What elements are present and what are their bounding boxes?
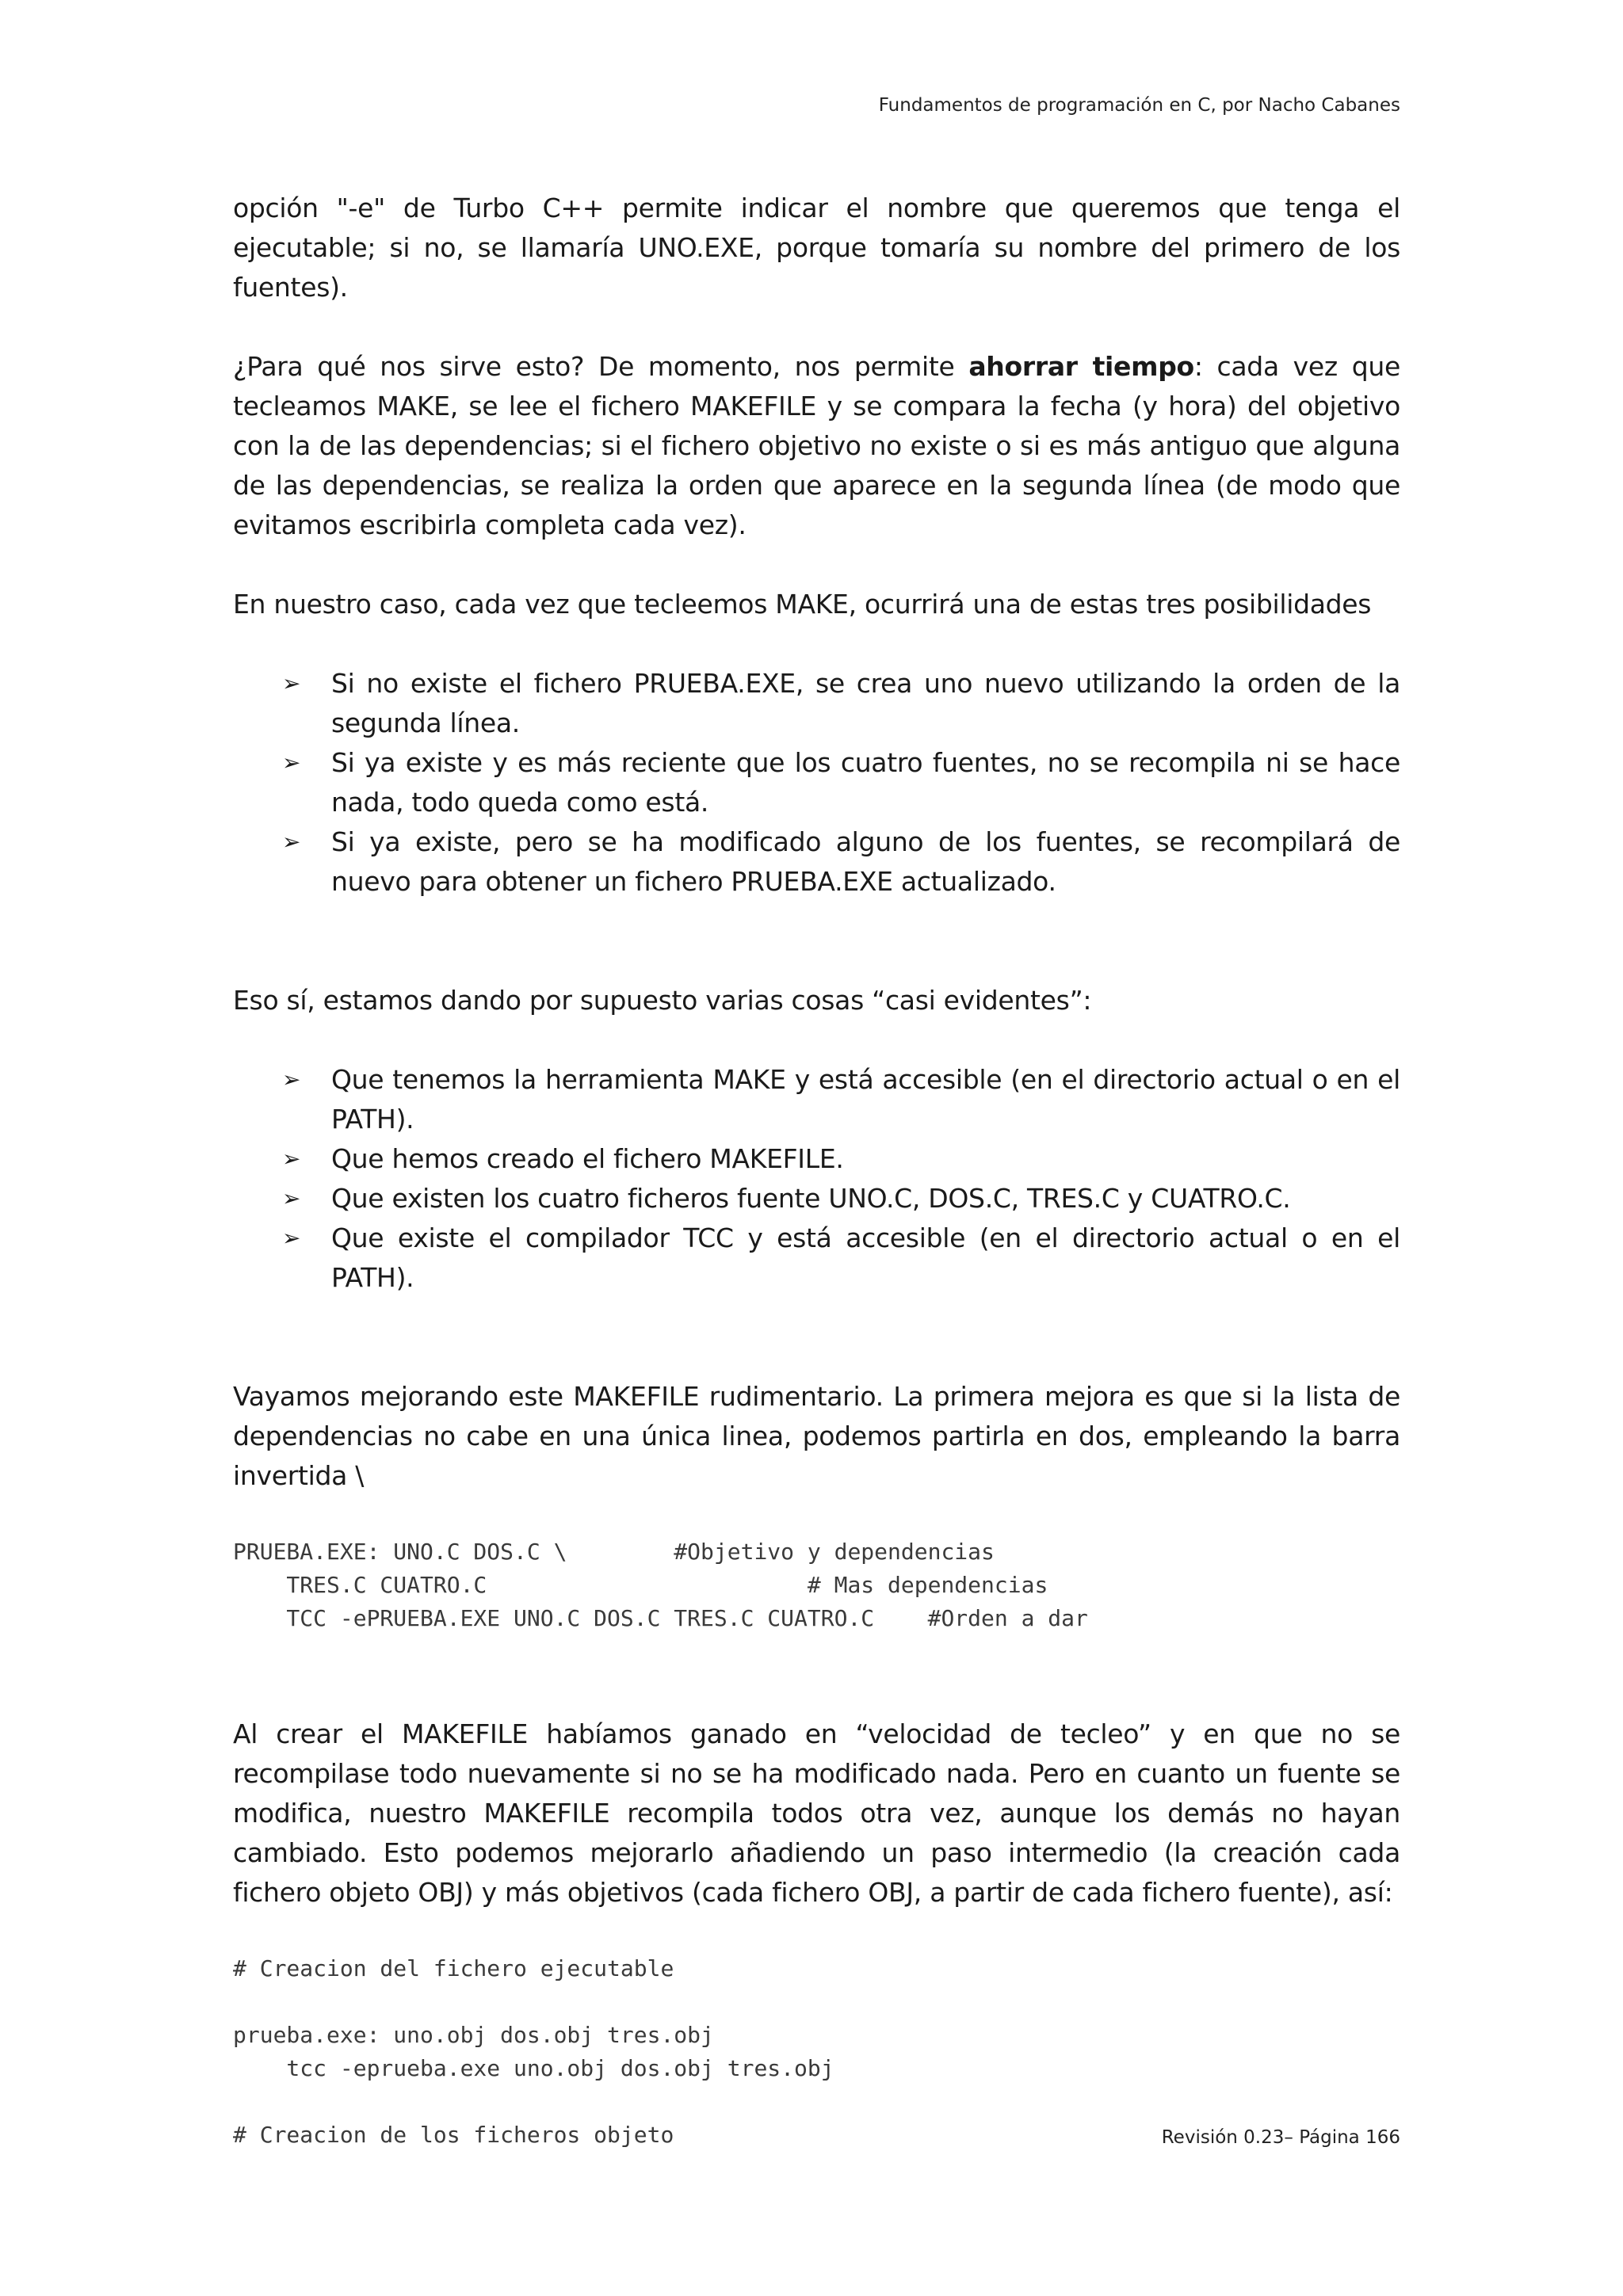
paragraph-2-bold: ahorrar tiempo	[968, 351, 1194, 382]
list-item-text: Que tenemos la herramienta MAKE y está accesible (en el directorio actual o en el PATH).	[331, 1064, 1400, 1135]
arrow-bullet-icon: ➢	[282, 1225, 301, 1251]
page-header: Fundamentos de programación en C, por Nacho Cabanes	[878, 95, 1400, 116]
code-block-2: # Creacion del fichero ejecutable prueba.exe: uno.obj dos.obj tres.obj tcc -eprueba.exe uno.obj dos.obj tres.obj # Creacion de los ficheros objeto	[233, 1955, 834, 2148]
code-block-1: PRUEBA.EXE: UNO.C DOS.C \ #Objetivo y dependencias TRES.C CUATRO.C # Mas dependencias TCC -ePRUEBA.EXE UNO.C DOS.C TRES.C CUATRO.C #Orden a dar	[233, 1539, 1088, 1631]
list-item-text: Si no existe el fichero PRUEBA.EXE, se crea uno nuevo utilizando la orden de la segunda línea.	[331, 668, 1400, 738]
list-item-text: Si ya existe y es más reciente que los cuatro fuentes, no se recompila ni se hace nada, todo queda como está.	[331, 747, 1400, 818]
arrow-bullet-icon: ➢	[282, 1066, 301, 1093]
list-item-text: Que hemos creado el fichero MAKEFILE.	[331, 1143, 844, 1174]
possibilities-list	[233, 664, 1400, 902]
list-item-text: Si ya existe, pero se ha modificado alguno de los fuentes, se recompilará de nuevo para obtener un fichero PRUEBA.EXE actualizado.	[331, 826, 1400, 897]
paragraph-4: Eso sí, estamos dando por supuesto varias cosas “casi evidentes”:	[233, 985, 1092, 1016]
list-item	[233, 1139, 1400, 1179]
list-item	[233, 1060, 1400, 1139]
arrow-bullet-icon: ➢	[282, 829, 301, 855]
paragraph-2-start: ¿Para qué nos sirve esto? De momento, nos permite	[233, 351, 969, 382]
arrow-bullet-icon: ➢	[282, 1146, 301, 1172]
list-item	[233, 1179, 1400, 1219]
list-item	[233, 822, 1400, 902]
list-item	[233, 1219, 1400, 1298]
paragraph-1: opción "-e" de Turbo C++ permite indicar el nombre que queremos que tenga el ejecutable; si no, se llamaría UNO.EXE, porque tomaría su nombre del primero de los fuentes).	[233, 193, 1400, 303]
paragraph-2	[233, 347, 1400, 545]
assumptions-list	[233, 1060, 1400, 1298]
list-item-text: Que existe el compilador TCC y está accesible (en el directorio actual o en el PATH).	[331, 1222, 1400, 1293]
list-item	[233, 664, 1400, 743]
paragraph-6: Al crear el MAKEFILE habíamos ganado en “velocidad de tecleo” y en que no se recompilase todo nuevamente si no se ha modificado nada. Pero en cuanto un fuente se modifica, nuestro MAKEFILE recompila todos otra vez, aunque los demás no hayan cambiado. Esto podemos mejorarlo añadiendo un paso intermedio (la creación cada fichero objeto OBJ) y más objetivos (cada fichero OBJ, a partir de cada fichero fuente), así:	[233, 1718, 1400, 1908]
list-item	[233, 743, 1400, 822]
list-item-text: Que existen los cuatro ficheros fuente UNO.C, DOS.C, TRES.C y CUATRO.C.	[331, 1183, 1291, 1214]
page-footer: Revisión 0.23– Página 166	[1161, 2127, 1400, 2148]
arrow-bullet-icon: ➢	[282, 1185, 301, 1211]
arrow-bullet-icon: ➢	[282, 749, 301, 776]
paragraph-3: En nuestro caso, cada vez que tecleemos MAKE, ocurrirá una de estas tres posibilidades	[233, 589, 1372, 620]
paragraph-2-end: : cada vez que tecleamos MAKE, se lee el fichero MAKEFILE y se compara la fecha (y hora) del objetivo con la de las dependencias; si el fichero objetivo no existe o si es más antiguo que alguna de las dependencias, se realiza la orden que aparece en la segunda línea (de modo que evitamos escribirla completa cada vez).	[233, 351, 1400, 540]
arrow-bullet-icon: ➢	[282, 670, 301, 696]
paragraph-5: Vayamos mejorando este MAKEFILE rudimentario. La primera mejora es que si la lista de dependencias no cabe en una única linea, podemos partirla en dos, empleando la barra invertida \	[233, 1381, 1400, 1491]
page-content	[233, 189, 1400, 2152]
